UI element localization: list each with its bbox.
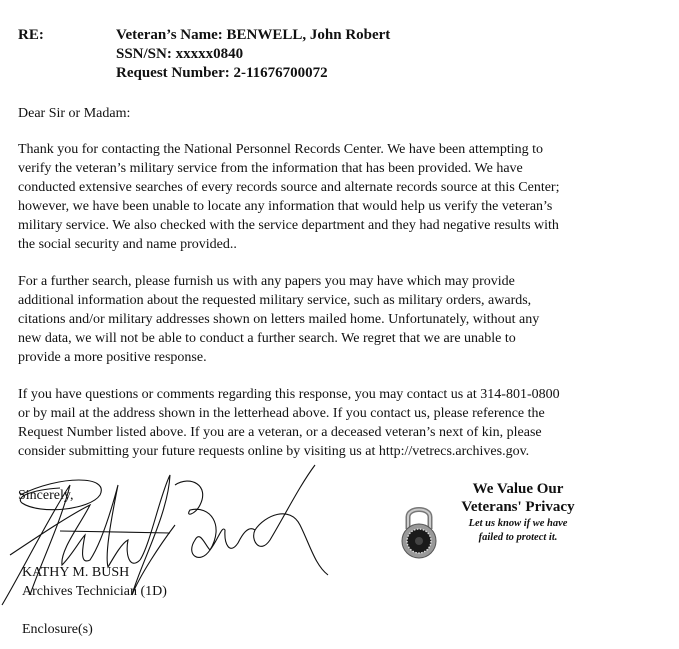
request-number: Request Number: 2-11676700072 — [116, 65, 328, 81]
paragraph-line: verify the veteran’s military service from the information that has been provided. We have — [18, 161, 523, 176]
paragraph-line: additional information about the requested military service, such as military orders, awards, — [18, 293, 532, 308]
ssn: SSN/SN: xxxxx0840 — [116, 46, 244, 62]
signer-title: Archives Technician (1D) — [22, 584, 167, 599]
paragraph-line: Thank you for contacting the National Personnel Records Center. We have been attempting to — [18, 142, 544, 157]
paragraph-line: Request Number listed above. If you are a veteran, or a deceased veteran’s next of kin, please — [18, 425, 542, 440]
paragraph-line: For a further search, please furnish us with any papers you may have which may provide — [18, 274, 515, 289]
signer-name: KATHY M. BUSH — [22, 565, 130, 580]
paragraph-line: or by mail at the address shown in the letterhead above. If you contact us, please reference the — [18, 406, 545, 421]
re-label: RE: — [18, 27, 44, 43]
paragraph-line: If you have questions or comments regarding this response, you may contact us at 314-801-0800 — [18, 387, 560, 402]
salutation: Dear Sir or Madam: — [18, 106, 131, 121]
paragraph-line: however, we have been unable to locate any information that would help us verify the veteran’s — [18, 199, 553, 214]
combination-lock-icon — [398, 503, 440, 559]
paragraph-line: conducted extensive searches of every records source and alternate records source at this Center; — [18, 180, 560, 195]
signer-block — [22, 563, 167, 601]
privacy-subtitle-line1: Let us know if we have — [468, 518, 568, 529]
veteran-name: Veteran’s Name: BENWELL, John Robert — [116, 27, 391, 43]
paragraph-line: military service. We also checked with the service department and they had negative results with — [18, 218, 559, 233]
paragraph-line: citations and/or military addresses shown on letters mailed home. Unfortunately, without any — [18, 312, 540, 327]
paragraph-line: the social security and name provided.. — [18, 237, 237, 252]
paragraph-3 — [18, 385, 560, 461]
paragraph-1 — [18, 140, 559, 254]
reference-details — [116, 26, 390, 83]
closing: Sincerely, — [18, 488, 74, 503]
enclosure-note: Enclosure(s) — [22, 622, 93, 637]
privacy-text — [443, 480, 593, 545]
privacy-notice — [395, 480, 595, 570]
paragraph-line: provide a more positive response. — [18, 350, 207, 365]
privacy-title-line2: Veterans' Privacy — [461, 499, 575, 515]
paragraph-line: new data, we will not be able to conduct a further search. We regret that we are unable to — [18, 331, 516, 346]
privacy-subtitle-line2: failed to protect it. — [478, 532, 558, 543]
paragraph-2 — [18, 272, 539, 367]
privacy-title-line1: We Value Our — [472, 481, 564, 497]
paragraph-line: consider submitting your future requests online by visiting us at http://vetrecs.archives.gov. — [18, 444, 530, 459]
